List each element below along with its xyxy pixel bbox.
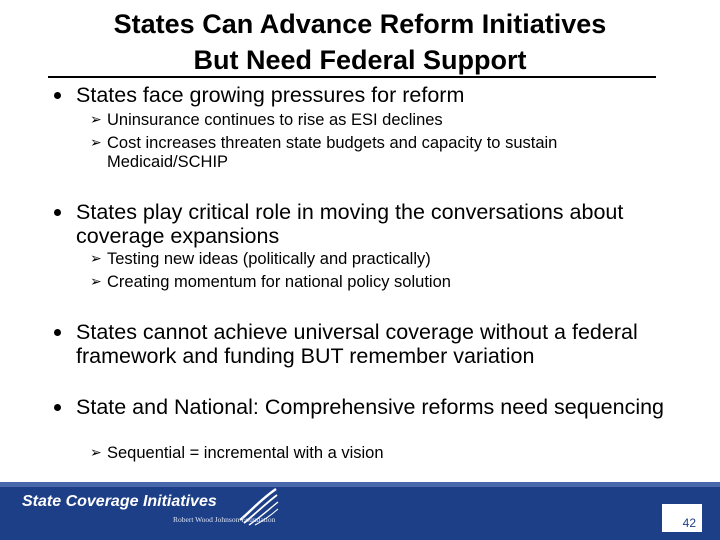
sub-bullet-text: Creating momentum for national policy solution [107,273,451,291]
arrow-bullet-icon: ➢ [90,251,102,267]
bullet-icon [54,92,61,99]
page-number: 42 [682,516,696,530]
logo-text: State Coverage Initiatives [22,493,217,510]
logo-subtext: Robert Wood Johnson Foundation [173,515,276,524]
bullet-icon [54,209,61,216]
sub-bullet-text: Sequential = incremental with a vision [107,444,384,462]
bullet-text: States cannot achieve universal coverage without a federal framework and funding BUT remember variation [76,320,638,368]
bullet-icon [54,329,61,336]
sub-bullet-text: Uninsurance continues to rise as ESI declines [107,111,443,129]
bullet-text: States face growing pressures for reform [76,83,465,107]
sub-bullet-text: Cost increases threaten state budgets and capacity to sustain Medicaid/SCHIP [107,134,558,171]
slide-title [40,6,680,78]
bullet-text: States play critical role in moving the conversations about coverage expansions [76,200,624,248]
bullet-text: State and National: Comprehensive reforms need sequencing [76,395,665,419]
title-line-2: But Need Federal Support [193,45,527,75]
page-number-box [662,504,702,532]
bullet-icon [54,404,61,411]
arrow-bullet-icon: ➢ [90,112,102,128]
arrow-bullet-icon: ➢ [90,135,102,151]
title-line-1: States Can Advance Reform Initiatives [113,9,607,39]
sub-bullet-text: Testing new ideas (politically and practically) [107,250,431,268]
arrow-bullet-icon: ➢ [90,274,102,290]
arrow-bullet-icon: ➢ [90,445,102,461]
title-underline [48,76,656,78]
footer-banner [0,482,720,540]
footer-accent-strip [0,482,720,487]
